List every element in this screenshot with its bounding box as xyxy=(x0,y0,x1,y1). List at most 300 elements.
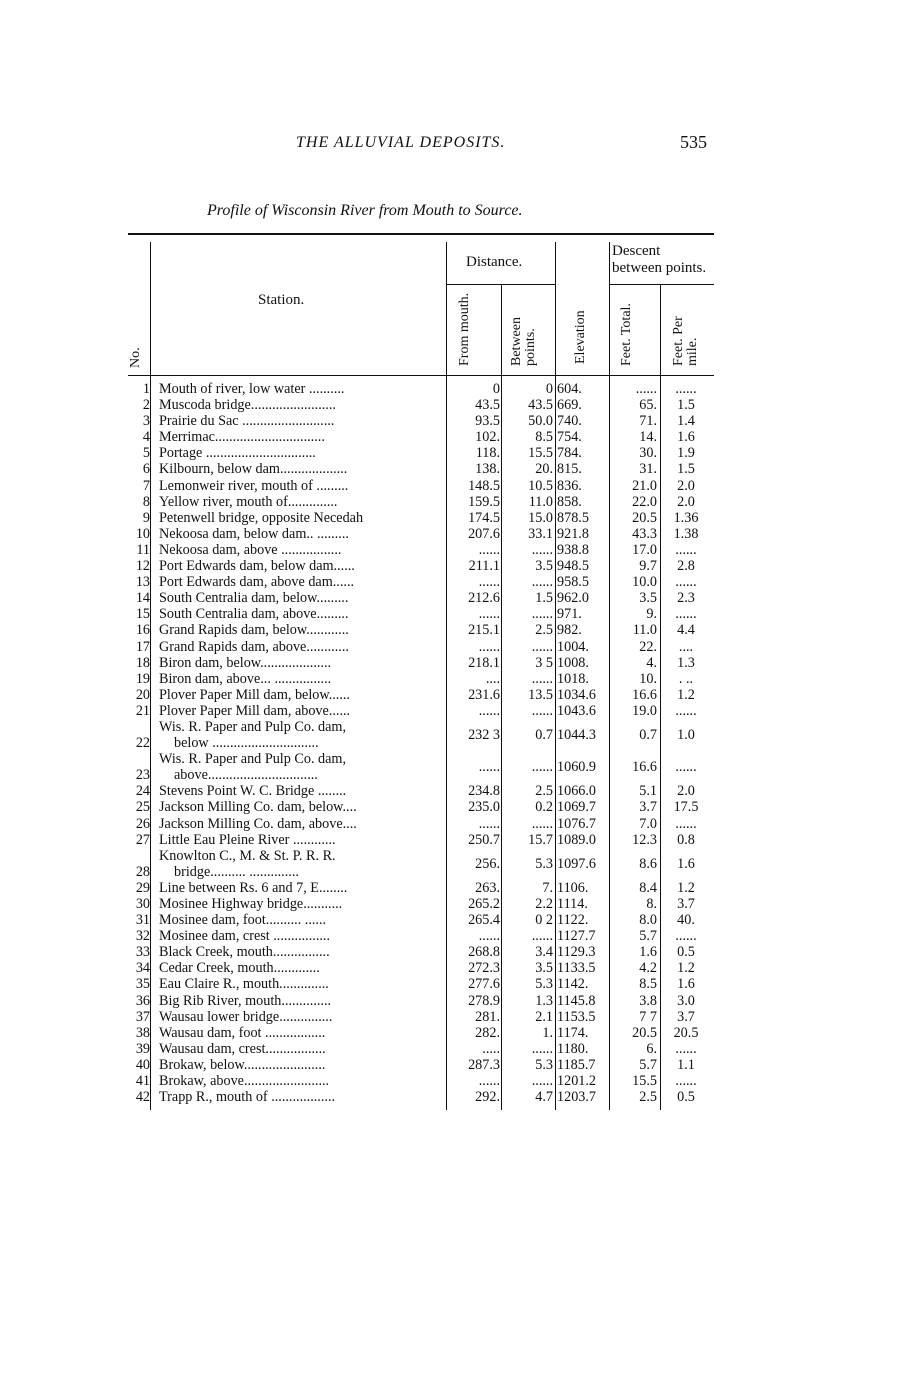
station-name: Line between Rs. 6 and 7, E........ xyxy=(159,879,348,896)
station-name: Mosinee dam, foot.......... ...... xyxy=(159,912,327,929)
distance-from-mouth: 235.0 xyxy=(468,799,500,816)
descent-feet-per-mile: 1.9 xyxy=(677,445,695,462)
descent-feet-total: 6. xyxy=(646,1040,657,1057)
distance-between-points: 2.5 xyxy=(535,622,553,639)
row-number: 4 xyxy=(142,429,150,446)
distance-between-points: 20. xyxy=(535,461,553,478)
row-number: 41 xyxy=(135,1073,150,1090)
distance-between-points: 4.7 xyxy=(535,1089,553,1106)
descent-feet-per-mile: 1.4 xyxy=(677,413,695,430)
header-station: Station. xyxy=(258,292,305,308)
descent-feet-total: 71. xyxy=(639,413,657,430)
elevation-value: 1174. xyxy=(557,1024,589,1041)
row-number: 24 xyxy=(135,783,150,800)
distance-between-points: 10.5 xyxy=(528,477,553,494)
distance-between-points: 5.3 xyxy=(535,976,553,993)
descent-feet-total: 22. xyxy=(639,638,657,655)
elevation-value: 815. xyxy=(557,461,582,478)
table-row xyxy=(0,703,912,719)
descent-feet-per-mile: ...... xyxy=(675,1040,697,1057)
elevation-value: 1106. xyxy=(557,879,589,896)
row-number: 29 xyxy=(135,879,150,896)
table-row xyxy=(0,1009,912,1025)
station-name: Jackson Milling Co. dam, above.... xyxy=(159,815,357,832)
elevation-value: 1142. xyxy=(557,976,589,993)
table-row xyxy=(0,445,912,461)
distance-from-mouth: 272.3 xyxy=(468,960,500,977)
distance-from-mouth: 118. xyxy=(475,445,500,462)
station-name: Little Eau Pleine River ............ xyxy=(159,831,336,848)
station-name: Brokaw, above........................ xyxy=(159,1073,330,1090)
row-number: 17 xyxy=(135,638,150,655)
descent-feet-per-mile: 1.5 xyxy=(677,461,695,478)
descent-feet-total: 8.4 xyxy=(639,879,657,896)
row-number: 11 xyxy=(136,541,150,558)
station-name: Jackson Milling Co. dam, below.... xyxy=(159,799,357,816)
distance-from-mouth: ..... xyxy=(482,1040,500,1057)
distance-between-points: 7. xyxy=(542,879,553,896)
descent-feet-per-mile: 1.1 xyxy=(677,1056,695,1073)
elevation-value: 921.8 xyxy=(557,525,589,542)
station-name-continued: bridge.......... .............. xyxy=(174,863,299,880)
station-name: Stevens Point W. C. Bridge ........ xyxy=(159,783,347,800)
table-row xyxy=(0,816,912,832)
station-name: Wis. R. Paper and Pulp Co. dam, xyxy=(159,718,347,735)
elevation-value: 1076.7 xyxy=(557,815,597,832)
row-number: 8 xyxy=(142,493,150,510)
distance-from-mouth: 250.7 xyxy=(468,831,500,848)
header-feet-total: Feet. Total. xyxy=(619,303,634,366)
descent-feet-total: ...... xyxy=(635,381,657,397)
distance-between-points: 3.4 xyxy=(535,944,553,961)
station-name: Nekoosa dam, below dam.. ......... xyxy=(159,525,349,542)
station-name: Biron dam, below.................... xyxy=(159,654,332,671)
header-descent: Descent between points. xyxy=(612,243,707,276)
station-name: Yellow river, mouth of.............. xyxy=(159,493,338,510)
row-number: 33 xyxy=(135,944,150,961)
descent-feet-total: 3.5 xyxy=(639,590,657,607)
descent-feet-per-mile: ...... xyxy=(675,606,697,623)
table-row xyxy=(0,719,912,751)
header-feet-per-mile: Feet. Per mile. xyxy=(671,316,700,366)
distance-between-points: 15.0 xyxy=(528,509,553,526)
station-name: Nekoosa dam, above ................. xyxy=(159,541,342,558)
distance-between-points: 2.2 xyxy=(535,896,553,912)
descent-feet-per-mile: 40. xyxy=(677,912,695,929)
elevation-value: 1008. xyxy=(557,654,589,671)
station-name: Wis. R. Paper and Pulp Co. dam, xyxy=(159,751,347,768)
table-row xyxy=(0,928,912,944)
distance-from-mouth: 43.5 xyxy=(475,397,500,414)
distance-between-points: ...... xyxy=(531,670,553,687)
descent-feet-total: 7 7 xyxy=(639,1008,657,1025)
distance-between-points: 11.0 xyxy=(528,493,553,510)
descent-feet-per-mile: 1.2 xyxy=(677,960,695,977)
distance-from-mouth: ...... xyxy=(478,541,500,558)
distance-between-points: 0.2 xyxy=(535,799,553,816)
table-row xyxy=(0,622,912,638)
station-name: Big Rib River, mouth.............. xyxy=(159,992,332,1009)
elevation-value: 1069.7 xyxy=(557,799,597,816)
table-row xyxy=(0,381,912,397)
elevation-value: 938.8 xyxy=(557,541,589,558)
row-number: 25 xyxy=(135,799,150,816)
distance-between-points: 1.3 xyxy=(535,992,553,1009)
elevation-value: 878.5 xyxy=(557,509,589,526)
distance-from-mouth: .... xyxy=(485,670,500,687)
distance-between-points: 0 2 xyxy=(535,912,553,929)
page-number: 535 xyxy=(680,132,707,152)
station-name: South Centralia dam, below......... xyxy=(159,590,349,607)
distance-between-points: 3.5 xyxy=(535,960,553,977)
table-caption: Profile of Wisconsin River from Mouth to Source. xyxy=(207,202,523,219)
table-row xyxy=(0,478,912,494)
elevation-value: 982. xyxy=(557,622,582,639)
distance-from-mouth: 265.4 xyxy=(468,912,500,929)
descent-feet-total: 22.0 xyxy=(632,493,657,510)
distance-from-mouth: 93.5 xyxy=(475,413,500,430)
elevation-value: 669. xyxy=(557,397,582,414)
distance-from-mouth: ...... xyxy=(478,759,500,776)
descent-feet-per-mile: ...... xyxy=(675,815,697,832)
descent-feet-per-mile: 3.0 xyxy=(677,992,695,1009)
table-row xyxy=(0,558,912,574)
distance-from-mouth: 281. xyxy=(475,1008,500,1025)
descent-feet-per-mile: 1.38 xyxy=(673,525,699,542)
row-number: 6 xyxy=(142,461,150,478)
descent-feet-per-mile: 2.0 xyxy=(677,783,695,800)
descent-feet-total: 43.3 xyxy=(632,525,657,542)
distance-from-mouth: 159.5 xyxy=(468,493,500,510)
header-distance: Distance. xyxy=(466,254,523,270)
row-number: 35 xyxy=(135,976,150,993)
descent-feet-per-mile: 20.5 xyxy=(673,1024,699,1041)
table-row xyxy=(0,799,912,815)
header-from-mouth: From mouth. xyxy=(457,292,472,366)
row-number: 42 xyxy=(135,1089,150,1106)
elevation-value: 1018. xyxy=(557,670,589,687)
elevation-value: 1043.6 xyxy=(557,702,597,719)
descent-feet-total: 4.2 xyxy=(639,960,657,977)
row-number: 12 xyxy=(135,558,150,575)
station-name: Petenwell bridge, opposite Necedah xyxy=(159,509,364,526)
table-row xyxy=(0,848,912,880)
distance-between-points: ...... xyxy=(531,541,553,558)
row-number: 15 xyxy=(135,606,150,623)
table-row xyxy=(0,526,912,542)
header-elevation: Elevation xyxy=(573,310,588,364)
elevation-value: 962.0 xyxy=(557,590,589,607)
table-row xyxy=(0,783,912,799)
station-name: Knowlton C., M. & St. P. R. R. xyxy=(159,847,336,864)
descent-feet-total: 9.7 xyxy=(639,558,657,575)
distance-between-points: 43.5 xyxy=(528,397,553,414)
station-name: Port Edwards dam, above dam...... xyxy=(159,574,355,591)
descent-feet-total: 7.0 xyxy=(639,815,657,832)
distance-between-points: ...... xyxy=(531,759,553,776)
row-number: 21 xyxy=(135,702,150,719)
elevation-value: 784. xyxy=(557,445,582,462)
descent-feet-per-mile: 2.3 xyxy=(677,590,695,607)
descent-feet-total: 3.7 xyxy=(639,799,657,816)
descent-feet-total: 10.0 xyxy=(632,574,657,591)
distance-from-mouth: 102. xyxy=(475,429,500,446)
table-row xyxy=(0,655,912,671)
elevation-value: 1044.3 xyxy=(557,726,597,743)
distance-between-points: 50.0 xyxy=(528,413,553,430)
elevation-value: 1180. xyxy=(557,1040,589,1057)
elevation-value: 1122. xyxy=(557,912,589,929)
row-number: 34 xyxy=(135,960,150,977)
distance-from-mouth: 234.8 xyxy=(468,783,500,800)
descent-feet-total: 5.7 xyxy=(639,1056,657,1073)
elevation-value: 1133.5 xyxy=(557,960,596,977)
distance-from-mouth: 287.3 xyxy=(468,1056,500,1073)
row-number: 19 xyxy=(135,670,150,687)
descent-feet-total: 8.0 xyxy=(639,912,657,929)
row-number: 32 xyxy=(135,928,150,945)
descent-feet-per-mile: 0.5 xyxy=(677,1089,695,1106)
descent-feet-per-mile: 4.4 xyxy=(677,622,695,639)
station-name: Trapp R., mouth of .................. xyxy=(159,1089,336,1106)
distance-from-mouth: 265.2 xyxy=(468,896,500,912)
elevation-value: 948.5 xyxy=(557,558,589,575)
distance-from-mouth: 215.1 xyxy=(468,622,500,639)
row-number: 10 xyxy=(135,525,150,542)
descent-feet-per-mile: 1.6 xyxy=(677,976,695,993)
table-row xyxy=(0,751,912,783)
elevation-value: 1127.7 xyxy=(557,928,596,945)
descent-feet-total: 1.6 xyxy=(639,944,657,961)
distance-from-mouth: 148.5 xyxy=(468,477,500,494)
elevation-value: 1034.6 xyxy=(557,686,597,703)
station-name: Plover Paper Mill dam, above...... xyxy=(159,702,351,719)
descent-feet-total: 16.6 xyxy=(632,686,657,703)
distance-between-points: 3 5 xyxy=(535,654,553,671)
descent-feet-per-mile: ...... xyxy=(675,1073,697,1090)
descent-feet-total: 12.3 xyxy=(632,831,657,848)
station-name: Muscoda bridge........................ xyxy=(159,397,336,414)
distance-between-points: 8.5 xyxy=(535,429,553,446)
row-number: 3 xyxy=(142,413,150,430)
descent-feet-total: 10. xyxy=(639,670,657,687)
station-name: Cedar Creek, mouth............. xyxy=(159,960,320,977)
station-name-continued: above............................... xyxy=(174,767,318,784)
table-row xyxy=(0,832,912,848)
row-number: 20 xyxy=(135,686,150,703)
descent-feet-total: 14. xyxy=(639,429,657,446)
row-number: 5 xyxy=(142,445,150,462)
elevation-value: 1066.0 xyxy=(557,783,597,800)
descent-feet-per-mile: 1.36 xyxy=(673,509,699,526)
elevation-value: 604. xyxy=(557,381,582,397)
row-number: 18 xyxy=(135,654,150,671)
descent-feet-per-mile: 1.5 xyxy=(677,397,695,414)
table-row xyxy=(0,944,912,960)
elevation-value: 754. xyxy=(557,429,582,446)
table-row xyxy=(0,397,912,413)
row-number: 39 xyxy=(135,1040,150,1057)
distance-from-mouth: 211.1 xyxy=(468,558,500,575)
station-name: Port Edwards dam, below dam...... xyxy=(159,558,355,575)
elevation-value: 1129.3 xyxy=(557,944,596,961)
descent-feet-per-mile: 2.0 xyxy=(677,493,695,510)
row-number: 7 xyxy=(142,477,150,494)
distance-from-mouth: 0 xyxy=(492,381,500,397)
row-number: 2 xyxy=(142,397,150,414)
station-name: Biron dam, above... ................ xyxy=(159,670,332,687)
descent-feet-total: 5.1 xyxy=(639,783,657,800)
table-row xyxy=(0,1025,912,1041)
station-name: Kilbourn, below dam................... xyxy=(159,461,348,478)
descent-feet-total: 9. xyxy=(646,606,657,623)
header-between-points: Between points. xyxy=(509,317,538,366)
descent-feet-total: 2.5 xyxy=(639,1089,657,1106)
distance-from-mouth: ...... xyxy=(478,1073,500,1090)
descent-feet-per-mile: ...... xyxy=(675,574,697,591)
row-number: 1 xyxy=(142,381,150,397)
table-row xyxy=(0,639,912,655)
distance-from-mouth: ...... xyxy=(478,928,500,945)
row-number: 26 xyxy=(135,815,150,832)
station-name-continued: below .............................. xyxy=(174,734,319,751)
row-number: 38 xyxy=(135,1024,150,1041)
table-row xyxy=(0,413,912,429)
table-row xyxy=(0,896,912,912)
descent-feet-per-mile: 1.3 xyxy=(677,654,695,671)
elevation-value: 971. xyxy=(557,606,582,623)
table-row xyxy=(0,976,912,992)
table-row xyxy=(0,494,912,510)
descent-feet-total: 31. xyxy=(639,461,657,478)
row-number: 27 xyxy=(135,831,150,848)
distance-between-points: ...... xyxy=(531,702,553,719)
distance-from-mouth: ...... xyxy=(478,606,500,623)
descent-feet-per-mile: .... xyxy=(678,638,694,655)
table-row xyxy=(0,574,912,590)
descent-feet-total: 20.5 xyxy=(632,509,657,526)
station-name: Black Creek, mouth................ xyxy=(159,944,330,961)
distance-between-points: 5.3 xyxy=(535,1056,553,1073)
descent-feet-total: 30. xyxy=(639,445,657,462)
table-header-bottom-rule xyxy=(128,375,714,376)
descent-feet-total: 3.8 xyxy=(639,992,657,1009)
elevation-value: 1145.8 xyxy=(557,992,596,1009)
distance-between-points: 13.5 xyxy=(528,686,553,703)
station-name: Portage ............................... xyxy=(159,445,316,462)
distance-between-points: 5.3 xyxy=(535,855,553,872)
distance-between-points: 33.1 xyxy=(528,525,553,542)
descent-feet-per-mile: 1.2 xyxy=(677,879,695,896)
distance-between-points: ...... xyxy=(531,1073,553,1090)
station-name: Mosinee dam, crest ................ xyxy=(159,928,331,945)
distance-from-mouth: ...... xyxy=(478,815,500,832)
table-row xyxy=(0,912,912,928)
descent-feet-total: 20.5 xyxy=(632,1024,657,1041)
elevation-value: 1201.2 xyxy=(557,1073,597,1090)
station-name: Wausau lower bridge............... xyxy=(159,1008,333,1025)
descent-feet-per-mile: 3.7 xyxy=(677,1008,695,1025)
header-no: No. xyxy=(128,347,143,368)
descent-feet-total: 5.7 xyxy=(639,928,657,945)
table-row xyxy=(0,671,912,687)
table-row xyxy=(0,687,912,703)
descent-feet-per-mile: 0.5 xyxy=(677,944,695,961)
station-name: Wausau dam, crest................. xyxy=(159,1040,326,1057)
distance-between-points: 0 xyxy=(545,381,553,397)
table-row xyxy=(0,1089,912,1105)
table-row xyxy=(0,1041,912,1057)
descent-feet-per-mile: 3.7 xyxy=(677,896,695,912)
table-row xyxy=(0,1073,912,1089)
table-body xyxy=(0,381,912,1105)
distance-between-points: ...... xyxy=(531,606,553,623)
distance-between-points: ...... xyxy=(531,815,553,832)
distance-from-mouth: 207.6 xyxy=(468,525,500,542)
elevation-value: 1089.0 xyxy=(557,831,597,848)
distance-from-mouth: 218.1 xyxy=(468,654,500,671)
descent-feet-per-mile: ...... xyxy=(675,928,697,945)
row-number: 13 xyxy=(135,574,150,591)
descent-feet-per-mile: 0.8 xyxy=(677,831,695,848)
elevation-value: 1004. xyxy=(557,638,589,655)
table-row xyxy=(0,590,912,606)
descent-feet-total: 8. xyxy=(646,896,657,912)
descent-feet-total: 19.0 xyxy=(632,702,657,719)
row-number: 31 xyxy=(135,912,150,929)
elevation-value: 1185.7 xyxy=(557,1056,596,1073)
row-number: 9 xyxy=(142,509,150,526)
descent-feet-total: 15.5 xyxy=(632,1073,657,1090)
table-row xyxy=(0,510,912,526)
station-name: Eau Claire R., mouth.............. xyxy=(159,976,329,993)
distance-between-points: 1.5 xyxy=(535,590,553,607)
row-number: 28 xyxy=(135,863,150,880)
descent-feet-total: 11.0 xyxy=(632,622,657,639)
table-top-rule xyxy=(128,233,714,235)
station-name: Mosinee Highway bridge........... xyxy=(159,896,343,912)
running-header-title: THE ALLUVIAL DEPOSITS. xyxy=(296,134,506,151)
row-number: 30 xyxy=(135,896,150,912)
elevation-value: 1153.5 xyxy=(557,1008,596,1025)
elevation-value: 836. xyxy=(557,477,582,494)
station-name: Grand Rapids dam, above............ xyxy=(159,638,349,655)
elevation-value: 740. xyxy=(557,413,582,430)
distance-from-mouth: 138. xyxy=(475,461,500,478)
distance-from-mouth: 256. xyxy=(475,855,500,872)
table-row xyxy=(0,1057,912,1073)
descent-feet-per-mile: . .. xyxy=(678,670,694,687)
distance-from-mouth: 231.6 xyxy=(468,686,500,703)
descent-underline xyxy=(609,284,714,285)
row-number: 36 xyxy=(135,992,150,1009)
station-name: Lemonweir river, mouth of ......... xyxy=(159,477,349,494)
table-row xyxy=(0,542,912,558)
distance-from-mouth: 174.5 xyxy=(468,509,500,526)
descent-feet-total: 21.0 xyxy=(632,477,657,494)
station-name: South Centralia dam, above......... xyxy=(159,606,349,623)
descent-feet-total: 8.6 xyxy=(639,855,657,872)
distance-between-points: 1. xyxy=(542,1024,553,1041)
distance-between-points: 15.7 xyxy=(528,831,553,848)
descent-feet-total: 0.7 xyxy=(639,726,657,743)
elevation-value: 1203.7 xyxy=(557,1089,597,1106)
descent-feet-total: 4. xyxy=(646,654,657,671)
row-number: 22 xyxy=(135,734,150,751)
station-name: Wausau dam, foot ................. xyxy=(159,1024,326,1041)
distance-from-mouth: 232 3 xyxy=(468,726,500,743)
descent-feet-per-mile: ...... xyxy=(675,381,697,397)
